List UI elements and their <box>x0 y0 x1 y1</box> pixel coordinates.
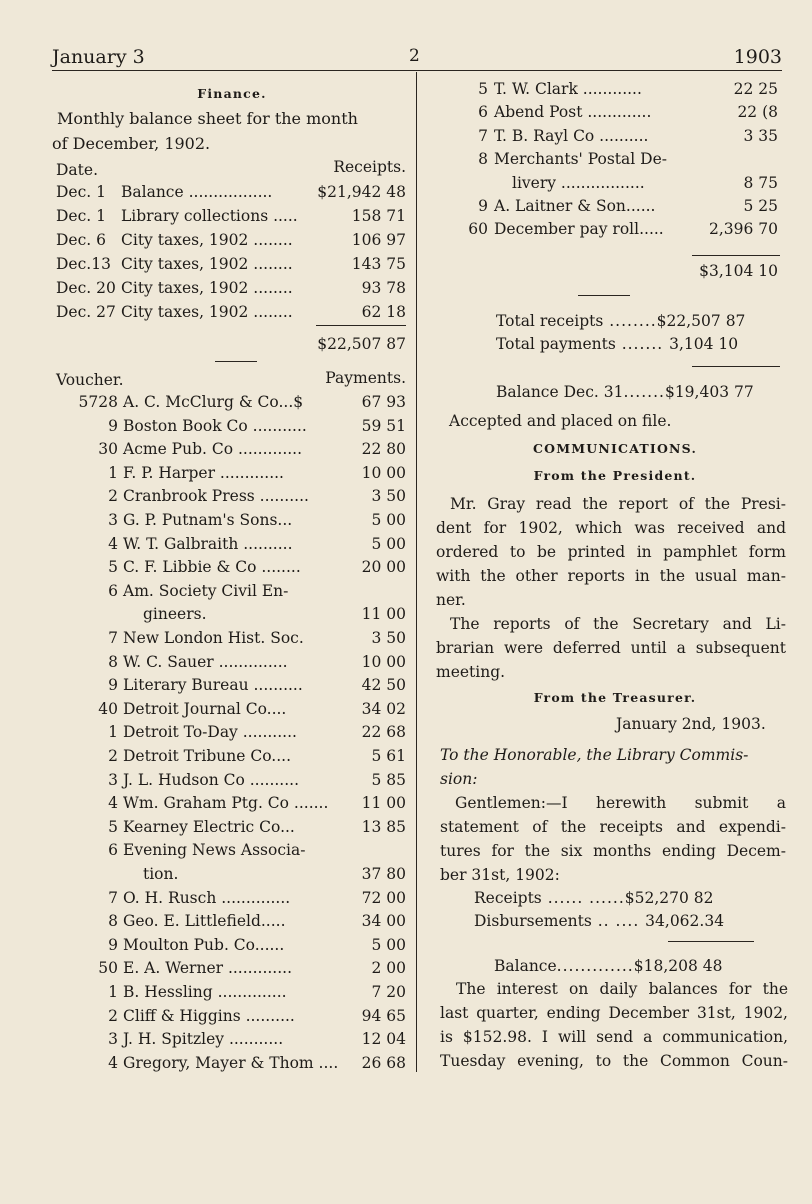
voucher-number: 1 <box>108 983 118 1001</box>
treasurer-line: Gentlemen:—I herewith submit a <box>455 794 786 812</box>
finance-heading: Finance. <box>197 86 267 101</box>
payment-amount: 10 00 <box>359 651 406 673</box>
section-separator <box>215 361 257 362</box>
payment-desc: Merchants' Postal De- <box>494 150 667 169</box>
payment-amount: 5 00 <box>368 934 406 956</box>
payment-amount: 37 80 <box>359 863 406 885</box>
payment-desc: T. B. Rayl Co .......... <box>494 126 649 145</box>
payment-desc: Acme Pub. Co ............. <box>123 440 303 459</box>
treasurer-disbursements-label: Disbursements <box>474 912 592 930</box>
voucher-number: 9 <box>478 197 488 215</box>
voucher-number: 30 <box>98 440 118 459</box>
payment-amount: 2 00 <box>368 957 406 979</box>
payment-amount: 5 25 <box>740 195 778 217</box>
voucher-number: 8 <box>108 652 118 671</box>
payment-amount: 3 50 <box>368 485 406 507</box>
voucher-number: 4 <box>108 534 118 553</box>
payment-desc: Geo. E. Littlefield..... <box>123 912 286 931</box>
receipts-total: $22,507 87 <box>317 335 406 353</box>
total-receipts-row: Total receipts ........$22,507 87 <box>496 312 746 330</box>
payment-desc: J. H. Spitzley ........... <box>123 1030 284 1049</box>
payment-desc: tion. <box>143 865 179 883</box>
address-line1: To the Honorable, the Library Commis- <box>440 746 749 764</box>
payment-desc: Boston Book Co ........... <box>123 416 307 435</box>
balance-row: Balance Dec. 31.......$19,403 77 <box>496 383 754 401</box>
payment-desc: Wm. Graham Ptg. Co ....... <box>123 794 329 813</box>
receipt-amount: $21,942 48 <box>317 183 406 201</box>
payment-amount: 22 (8 <box>734 101 778 123</box>
voucher-number: 6 <box>108 841 118 860</box>
voucher-number: 2 <box>108 1006 118 1025</box>
president-line: Mr. Gray read the report of the Presi- <box>450 495 786 513</box>
voucher-number: 5 <box>478 80 488 98</box>
payment-desc: gineers. <box>143 605 207 624</box>
receipts-sum-rule <box>316 325 406 326</box>
treasurer-receipts-value: $52,270 82 <box>624 889 714 907</box>
payment-desc: Detroit Journal Co.... <box>123 699 287 718</box>
voucher-number: 8 <box>478 150 488 169</box>
payment-amount: 59 51 <box>359 415 406 437</box>
payment-desc: Abend Post ............. <box>494 103 652 122</box>
president-line: with the other reports in the usual man- <box>436 567 786 585</box>
receipt-amount: 143 75 <box>351 255 406 273</box>
payment-amount: 2,396 70 <box>706 218 778 240</box>
treasurer-receipts-label: Receipts <box>474 889 542 907</box>
voucher-number: 9 <box>108 676 118 695</box>
payment-amount: 3 50 <box>368 627 406 649</box>
closing-line: Tuesday evening, to the Common Coun- <box>440 1052 788 1070</box>
voucher-number: 50 <box>98 959 118 978</box>
payment-desc: F. P. Harper ............. <box>123 463 284 482</box>
president-heading: From the President. <box>533 468 697 483</box>
voucher-label: Voucher. <box>56 371 124 389</box>
voucher-number: 3 <box>108 770 118 789</box>
total-payments-value: 3,104 10 <box>669 335 739 353</box>
president-line: ner. <box>436 591 466 609</box>
treasurer-balance-value: $18,208 48 <box>633 957 723 975</box>
receipt-desc: City taxes, 1902 ........ <box>121 303 293 321</box>
voucher-number: 9 <box>108 416 118 435</box>
payment-desc: O. H. Rusch .............. <box>123 888 291 907</box>
treasurer-line: tures for the six months ending Decem- <box>440 842 786 860</box>
finance-intro-line1: Monthly balance sheet for the month <box>57 109 358 128</box>
receipt-amount: 93 78 <box>361 279 406 297</box>
payment-desc: J. L. Hudson Co .......... <box>123 770 300 789</box>
payment-amount: 11 00 <box>359 603 406 625</box>
voucher-number: 6 <box>478 103 488 122</box>
payment-amount: 42 50 <box>359 674 406 696</box>
section-separator-2 <box>578 295 630 296</box>
voucher-number: 4 <box>108 794 118 813</box>
receipt-desc: City taxes, 1902 ........ <box>121 255 293 273</box>
payment-amount: 5 00 <box>368 533 406 555</box>
receipt-date: Dec. 20 <box>56 279 116 297</box>
finance-intro-line2: of December, 1902. <box>52 134 211 153</box>
treasurer-balance-rule <box>668 941 754 942</box>
receipt-desc: Balance ................. <box>121 183 273 201</box>
payment-amount: 8 75 <box>740 172 778 194</box>
balance-value: $19,403 77 <box>664 383 754 401</box>
payments-total: $3,104 10 <box>699 262 778 280</box>
receipt-amount: 62 18 <box>361 303 406 321</box>
total-payments-row: Total payments ....... 3,104 10 <box>496 335 739 353</box>
closing-line: The interest on daily balances for the <box>456 980 788 998</box>
payment-amount: 5 85 <box>368 769 406 791</box>
closing-line: is $152.98. I will send a communication, <box>440 1028 788 1046</box>
payment-desc: Literary Bureau .......... <box>123 676 303 695</box>
payment-desc: T. W. Clark ............ <box>494 80 642 98</box>
voucher-number: 2 <box>108 747 118 765</box>
payment-desc: Cranbrook Press .......... <box>123 487 309 506</box>
payment-desc: B. Hessling .............. <box>123 983 287 1001</box>
page-number: 2 <box>409 46 420 66</box>
total-receipts-value: $22,507 87 <box>656 312 746 330</box>
voucher-number: 2 <box>108 487 118 506</box>
treasurer-receipts-row: Receipts ...... ......$52,270 82 <box>474 889 714 907</box>
payment-amount: 22 25 <box>731 78 778 100</box>
header-rule <box>52 70 782 71</box>
total-payments-label: Total payments <box>496 335 616 353</box>
president-line: dent for 1902, which was received and <box>436 519 786 537</box>
payment-desc: A. C. McClurg & Co...$ <box>123 393 304 411</box>
president-line: ordered to be printed in pamphlet form <box>436 543 786 561</box>
date-label: Date. <box>56 161 98 179</box>
payment-amount: 72 00 <box>359 887 406 909</box>
voucher-number: 8 <box>108 912 118 931</box>
payment-desc: Detroit To-Day ........... <box>123 723 297 742</box>
payment-desc: G. P. Putnam's Sons... <box>123 511 293 529</box>
treasurer-line: ber 31st, 1902: <box>440 866 560 884</box>
payment-amount: 13 85 <box>359 816 406 838</box>
receipt-desc: City taxes, 1902 ........ <box>121 231 293 249</box>
payment-amount: 10 00 <box>359 462 406 484</box>
voucher-number: 60 <box>468 220 488 239</box>
payment-desc: A. Laitner & Son...... <box>494 197 656 215</box>
column-divider <box>416 72 417 1072</box>
payment-desc: Kearney Electric Co... <box>123 817 295 836</box>
treasurer-heading: From the Treasurer. <box>533 690 697 705</box>
balance-rule <box>692 366 780 367</box>
payment-desc: Evening News Associa- <box>123 841 306 860</box>
voucher-number: 7 <box>108 888 118 907</box>
voucher-number: 7 <box>478 126 488 145</box>
receipt-desc: City taxes, 1902 ........ <box>121 279 293 297</box>
voucher-number: 9 <box>108 935 118 954</box>
receipt-date: Dec. 27 <box>56 303 116 321</box>
payment-amount: 26 68 <box>359 1052 406 1074</box>
header-date: January 3 <box>52 46 145 68</box>
voucher-number: 3 <box>108 1030 118 1049</box>
payment-desc: W. T. Galbraith .......... <box>123 534 293 553</box>
payment-amount: 12 04 <box>359 1028 406 1050</box>
voucher-number: 5 <box>108 558 118 577</box>
payment-amount: 11 00 <box>359 792 406 814</box>
receipt-date: Dec. 1 <box>56 207 106 225</box>
voucher-number: 3 <box>108 511 118 529</box>
treasurer-line: statement of the receipts and expendi- <box>440 818 786 836</box>
voucher-number: 1 <box>108 723 118 742</box>
president-line: brarian were deferred until a subsequent <box>436 639 786 657</box>
treasurer-date: January 2nd, 1903. <box>616 715 766 733</box>
payment-amount: 22 80 <box>359 438 406 460</box>
payments-sum-rule <box>692 255 780 256</box>
payment-desc: Cliff & Higgins .......... <box>123 1006 295 1025</box>
treasurer-disbursements-row: Disbursements .. .... 34,062.34 <box>474 912 725 930</box>
payment-amount: 7 20 <box>368 981 406 1003</box>
receipts-label: Receipts. <box>333 158 406 176</box>
payment-amount: 5 61 <box>368 745 406 767</box>
payment-desc: Detroit Tribune Co.... <box>123 747 292 765</box>
voucher-number: 7 <box>108 629 118 647</box>
address-line2: sion: <box>440 770 478 788</box>
communications-heading: COMMUNICATIONS. <box>532 441 698 456</box>
payment-desc: Moulton Pub. Co...... <box>123 935 285 954</box>
treasurer-balance-label: Balance <box>494 957 557 975</box>
payment-amount: 5 00 <box>368 509 406 531</box>
payment-desc: December pay roll..... <box>494 220 664 239</box>
total-receipts-label: Total receipts <box>496 312 604 330</box>
payment-desc: E. A. Werner ............. <box>123 959 293 978</box>
receipt-date: Dec. 1 <box>56 183 106 201</box>
voucher-number: 4 <box>108 1053 118 1072</box>
payment-desc: livery ................. <box>512 173 645 192</box>
balance-label: Balance Dec. 31 <box>496 383 624 401</box>
payment-amount: 34 00 <box>359 910 406 932</box>
receipt-date: Dec. 6 <box>56 231 106 249</box>
payment-desc: Gregory, Mayer & Thom .... <box>123 1053 339 1072</box>
payments-label: Payments. <box>325 369 406 387</box>
president-line: meeting. <box>436 663 506 681</box>
payment-desc: Am. Society Civil En- <box>123 581 289 600</box>
voucher-number: 6 <box>108 581 118 600</box>
voucher-number: 1 <box>108 463 118 482</box>
accepted-note: Accepted and placed on file. <box>449 412 672 430</box>
payment-amount: 20 00 <box>359 556 406 578</box>
receipt-desc: Library collections ..... <box>121 207 298 225</box>
payment-amount: 3 35 <box>740 125 778 147</box>
president-line: The reports of the Secretary and Li- <box>450 615 786 633</box>
payment-desc: W. C. Sauer .............. <box>123 652 288 671</box>
header-year: 1903 <box>733 46 782 68</box>
voucher-number: 5728 <box>78 393 118 411</box>
payment-amount: 34 02 <box>359 698 406 720</box>
payment-amount: 67 93 <box>359 391 406 413</box>
page-header <box>52 46 782 70</box>
payment-desc: C. F. Libbie & Co ........ <box>123 558 301 577</box>
receipt-date: Dec.13 <box>56 255 111 273</box>
payment-amount: 94 65 <box>359 1005 406 1027</box>
receipt-amount: 158 71 <box>351 207 406 225</box>
closing-line: last quarter, ending December 31st, 1902, <box>440 1004 788 1022</box>
treasurer-balance-row: Balance.............$18,208 48 <box>494 957 723 975</box>
payment-amount: 22 68 <box>359 721 406 743</box>
receipt-amount: 106 97 <box>351 231 406 249</box>
treasurer-disbursements-value: 34,062.34 <box>645 912 725 930</box>
voucher-number: 40 <box>98 699 118 718</box>
voucher-number: 5 <box>108 817 118 836</box>
payment-desc: New London Hist. Soc. <box>123 629 304 647</box>
